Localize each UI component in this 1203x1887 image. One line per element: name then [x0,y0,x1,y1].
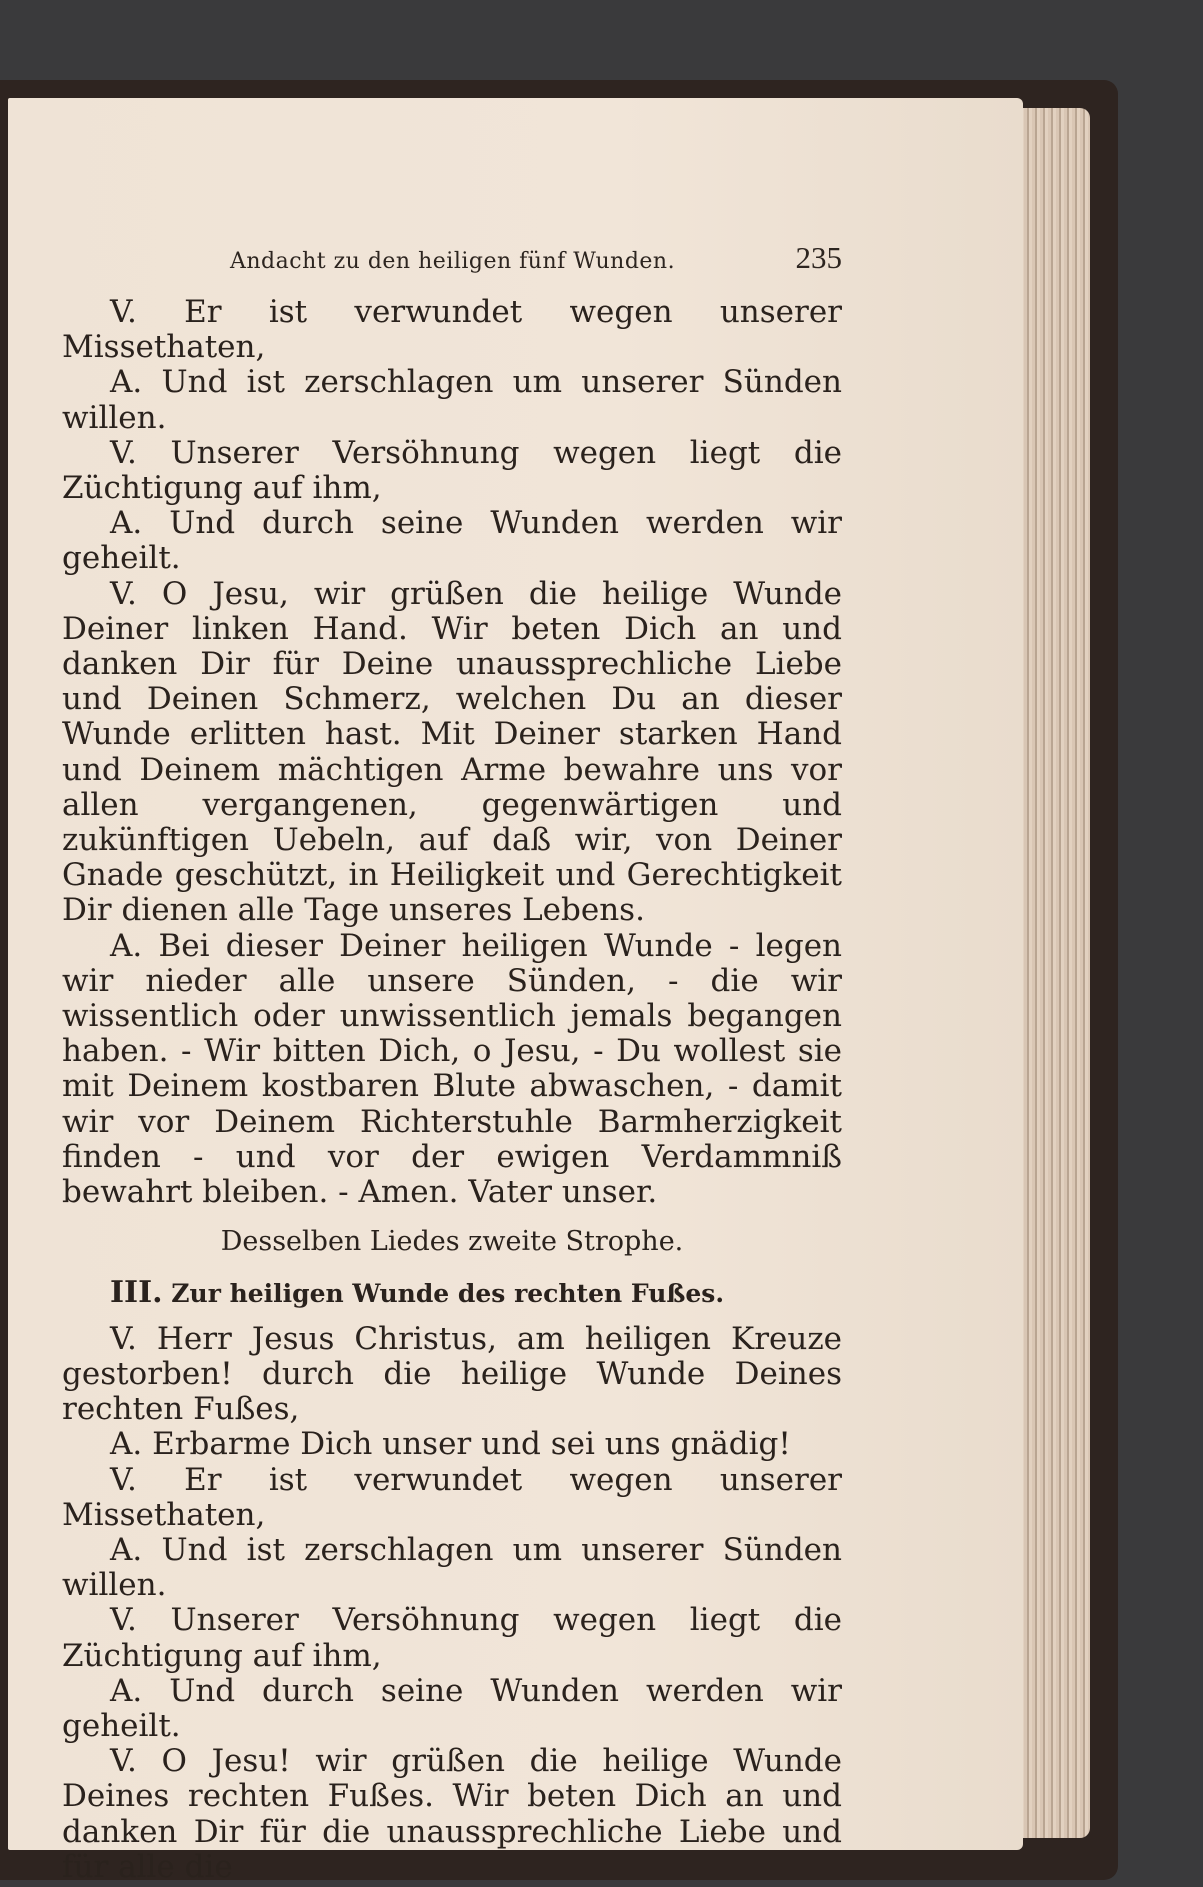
section-heading [62,1275,842,1311]
paragraph-text: Er ist verwundet wegen unserer Missethaten, [62,1461,843,1533]
section-title: Zur heiligen Wunde des rechten Fußes. [171,1279,725,1309]
paragraph-text: Er ist verwundet wegen unserer Missethaten, [62,294,843,366]
paragraph-text: Unserer Versöhnung wegen liegt die Züchtigung auf ihm, [62,1602,842,1674]
speaker-label: A. [110,1426,143,1463]
paragraph [62,1322,842,1428]
running-title: Andacht zu den heiligen fünf Wunden. [230,249,676,274]
paragraph-text: Und durch seine Wunden werden wir geheilt. [62,1672,842,1744]
speaker-label: A. [110,1531,143,1568]
speaker-label: V. [110,1320,137,1357]
paragraph [62,295,842,365]
speaker-label: V. [110,1602,137,1639]
paragraph [62,1463,842,1533]
paragraph-text: O Jesu! wir grüßen die heilige Wunde Deines rechten Fußes. Wir beten Dich an und danken Dir für die unaussprechliche Liebe und für alle die [62,1743,842,1885]
paragraph-text: Und ist zerschlagen um unserer Sünden willen. [62,364,842,436]
paragraph [62,436,842,506]
speaker-label: V. [110,294,137,330]
paragraph-text: Und ist zerschlagen um unserer Sünden willen. [62,1531,842,1604]
speaker-label: V. [110,1743,137,1780]
paragraph [62,1603,842,1673]
paragraph-text: Unserer Versöhnung wegen liegt die Züchtigung auf ihm, [62,434,842,507]
paragraph [62,1744,842,1885]
speaker-label: V. [110,1461,137,1498]
paragraph [62,1533,842,1603]
running-head [230,240,842,282]
speaker-label: V. [110,434,137,471]
speaker-label: V. [110,575,137,612]
paragraph-text: Herr Jesus Christus, am heiligen Kreuze gestorben! durch die heilige Wunde Deines rechten Fußes, [62,1320,842,1428]
speaker-label: A. [110,1672,143,1709]
speaker-label: A. [110,927,143,964]
paragraph-text: Bei dieser Deiner heiligen Wunde - legen wir nieder alle unsere Sünden, - die wir wissentlich oder unwissentlich jemals begangen haben. - Wir bitten Dich, o Jesu, - Du wollest sie mit Deinem kostbaren Blute abwaschen, - damit wir vor Deinem Richterstuhle Barmherzigkeit finden - und vor der ewigen Verdammniß bewahrt bleiben. - Amen. Vater unser. [62,927,842,1211]
paragraph [62,577,842,929]
page-text [62,295,842,1885]
paragraph [62,929,842,1211]
section-numeral: III. [110,1275,163,1311]
paragraph-text: O Jesu, wir grüßen die heilige Wunde Deiner linken Hand. Wir beten Dich an und danken Dir für Deine unaussprechliche Liebe und Deinen Schmerz, welchen Du an dieser Wunde erlitten hast. Mit Deiner starken Hand und Deinem mächtigen Arme bewahre uns vor allen vergangenen, gegenwärtigen und zukünftigen Uebeln, auf daß wir, von Deiner Gnade geschützt, in Heiligkeit und Gerechtigkeit Dir dienen alle Tage unseres Lebens. [62,575,843,929]
paragraph [62,365,842,435]
stanza-note: Desselben Liedes zweite Strophe. [220,1226,684,1258]
page-number: 235 [795,240,842,275]
paragraph-text: Erbarme Dich unser und sei uns gnädig! [152,1426,791,1463]
paragraph [62,1427,842,1462]
paragraph [62,506,842,576]
speaker-label: A. [110,505,143,542]
paragraph [62,1674,842,1744]
paragraph-text: Und durch seine Wunden werden wir geheilt. [62,505,842,577]
speaker-label: A. [110,364,143,401]
